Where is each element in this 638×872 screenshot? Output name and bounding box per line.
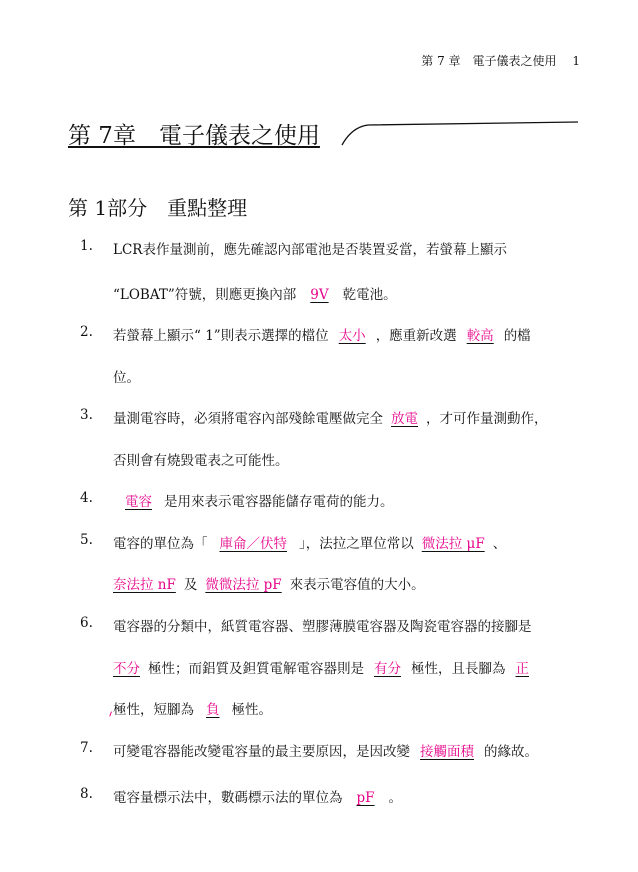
answer-blank: 不分 [113,661,140,677]
item-text: 是用來表示電容器能儲存電荷的能力。 [164,494,394,510]
item-text: 電容的單位為「 [113,536,208,552]
answer-blank: 放電 [391,411,418,427]
item-text: 的緣故。 [484,744,538,760]
item-text: 位。 [113,370,140,386]
item-text: 極性；而鋁質及鉭質電解電容器則是 [148,661,364,677]
answer-blank: 較高 [466,328,494,344]
item-text: 及 [183,577,198,593]
answer-blank: 奈法拉 nF [113,577,176,593]
title-decorative-rule [340,117,580,147]
item-number: 4. [80,490,93,506]
item-number: 2. [80,324,93,340]
item-text: 電容量標示法中，數碼標示法的單位為 [113,790,343,806]
item-text: 極性。 [231,702,272,718]
item-text-line [113,740,538,760]
item-text: 可變電容器能改變電容量的最主要原因，是因改變 [113,744,410,760]
chapter-title: 第 7章 電子儀表之使用 [68,123,320,149]
answer-blank: 微微法拉 pF [205,577,282,593]
answer-blank: 負 [206,702,220,718]
page-header: 第 7 章 電子儀表之使用 1 [421,54,580,68]
answer-blank: 接觸面積 [420,744,474,760]
item-text: 的檔 [503,328,531,344]
item-text: 量測電容時，必須將電容內部殘餘電壓做完全 [113,411,383,427]
answer-blank: 有分 [374,661,401,677]
item-text: 否則會有燒毀電表之可能性。 [113,453,289,469]
answer-blank: pF [356,790,375,806]
item-text: “LOBAT”符號，則應更換內部 [113,287,297,303]
item-text-line [113,532,506,552]
item-text: 若螢幕上顯示“ 1”則表示選擇的檔位 [113,328,329,344]
item-text-line [113,324,531,344]
answer-blank: 太小 [338,328,366,344]
item-text-line [113,283,397,303]
item-text-line [113,407,548,427]
item-number: 1. [80,238,93,254]
item-text: 。 [388,790,403,806]
item-text: 極性，且長腳為 [411,661,506,677]
item-text: 、 [492,536,507,552]
item-text-line [113,573,425,593]
item-number: 5. [80,532,93,548]
answer-blank: 電容 [125,494,152,510]
item-text: 乾電池。 [342,287,397,303]
answer-blank: 庫侖／伏特 [219,536,287,552]
item-text-line [113,698,272,718]
item-text: ，才可作量測動作， [426,411,548,427]
answer-blank: 微法拉 μF [421,536,485,552]
item-text: LCR表作量測前，應先確認內部電池是否裝置妥當，若螢幕上顯示 [113,242,507,258]
item-number: 6. [80,615,93,631]
item-text: 電容器的分類中，紙質電容器、塑膠薄膜電容器及陶瓷電容器的接腳是 [113,619,532,635]
item-number: 8. [80,786,93,802]
section-heading: 第 1部分 重點整理 [68,196,248,220]
item-text-line [113,490,394,510]
item-number: 7. [80,740,93,756]
item-text-line [113,657,539,677]
answer-blank: 9V [310,287,329,303]
item-text: 極性，短腳為 [113,702,194,718]
item-text: ，應重新改選 [375,328,457,344]
item-text: 來表示電容值的大小。 [289,577,425,593]
item-text-line [113,786,402,806]
item-text: 」，法拉之單位常以 [299,536,414,552]
item-number: 3. [80,407,93,423]
answer-blank: 正 [515,661,529,677]
